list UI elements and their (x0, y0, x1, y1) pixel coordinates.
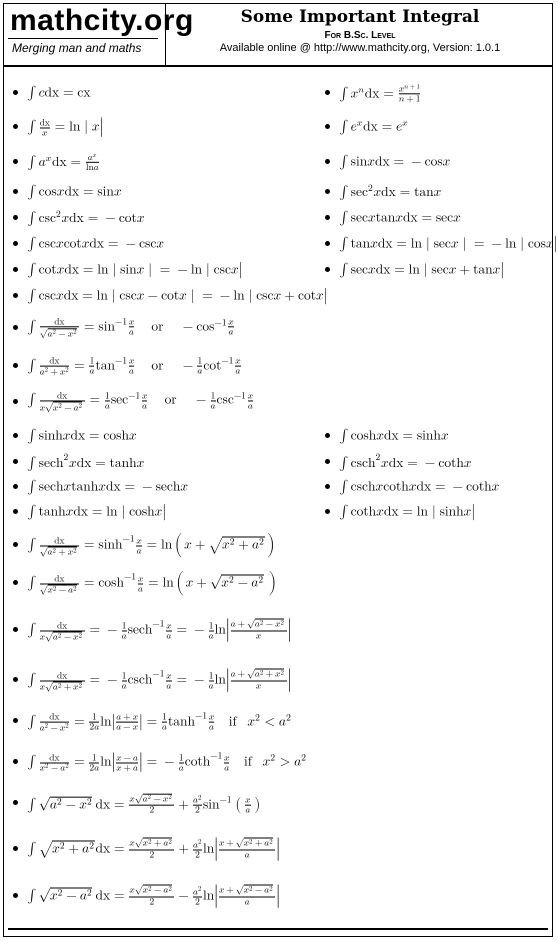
formula: ∫ x n dx = x n + 1 𝑛 + 1 (339, 83, 421, 104)
bullet (13, 159, 18, 164)
bullet (13, 846, 18, 851)
bullet (325, 241, 330, 246)
formula: ∫ dx 𝑥 a 2 − x 2 = − 1 𝑎 sech − 1 x 𝑎 = − 1 𝑎 ln | a + a 2 − x 2 𝑥 | (27, 618, 292, 642)
bullet (13, 542, 18, 547)
document-level: For B.Sc. Level (324, 30, 396, 41)
formula: ∫ sec x tan x dx = sec x (339, 210, 461, 225)
bullet (13, 215, 18, 220)
bullet (13, 363, 18, 368)
bullet (13, 580, 18, 585)
formula: ∫ dx 𝑥 2 − a 2 = 1 2 a ln | x − a 𝑥 + a | = − 1 𝑎 coth − 1 x 𝑎 if x 2 > a 2 (27, 750, 307, 773)
bullet (13, 399, 18, 404)
bullet (325, 159, 330, 164)
bullet (13, 484, 18, 489)
formula: ∫ dx 𝑎 2 + x 2 = 1 𝑎 tan − 1 x 𝑎 or − 1 𝑎 cot − 1 x 𝑎 (27, 355, 241, 377)
formula: ∫ c dx = cx (27, 85, 91, 100)
bullet (13, 189, 18, 194)
formula: ∫ dx 𝑎 2 + x 2 = sinh − 1 x 𝑎 = ln ( x + x 2 + a 2 ) (27, 533, 271, 557)
bullet (13, 293, 18, 298)
formula: ∫ dx 𝑥 x 2 − a 2 = 1 𝑎 sec − 1 x 𝑎 or − 1 𝑎 csc − 1 x 𝑎 (27, 390, 254, 413)
formula: ∫ sech 2 x dx = tanh x (27, 452, 145, 470)
bullet (13, 718, 18, 723)
formula: ∫ x 2 + a 2 dx = x x 2 + a 2 2 + a 2 2 ln | x + x 2 + a 2 𝑎 | (27, 837, 280, 860)
bullet (325, 189, 330, 194)
formula: ∫ sec 2 x dx = tan x (339, 183, 442, 199)
bullet (13, 90, 18, 95)
bullet (13, 241, 18, 246)
formula: ∫ x 2 − a 2 dx = x x 2 − a 2 2 − a 2 2 ln | x + x 2 − a 2 𝑎 | (27, 884, 280, 907)
document-title: Some Important Integral (240, 7, 480, 27)
bullet (325, 90, 330, 95)
bullet (13, 759, 18, 764)
bullet (13, 459, 18, 464)
formula: ∫ cos x dx = sin x (27, 184, 122, 199)
bullet (13, 325, 18, 330)
bullet (325, 124, 330, 129)
availability-line: Available online @ http://www.mathcity.org, Version: 1.0.1 (219, 42, 501, 54)
bullet (325, 215, 330, 220)
bullet (13, 124, 18, 129)
bullet (13, 677, 18, 682)
bullet (13, 800, 18, 805)
formula: ∫ tan x dx = ln | sec x | = − ln | cos x | (339, 236, 558, 251)
logo-underline (8, 38, 158, 39)
formula: ∫ sin x dx = − cos x (339, 154, 451, 169)
formula: ∫ csc x dx = ln | csc x − cot x | = − ln | csc x + cot x | (27, 288, 328, 303)
bullet (325, 267, 330, 272)
formula: ∫ tanh x dx = ln | cosh x | (27, 504, 167, 519)
formula: ∫ csc 2 x dx = − cot x (27, 209, 145, 225)
bullet (325, 509, 330, 514)
bullet (13, 627, 18, 632)
formula: ∫ csc x cot x dx = − csc x (27, 236, 165, 251)
formula: ∫ dx 𝑎 2 − x 2 = sin − 1 x 𝑎 or − cos − 1 x 𝑎 (27, 316, 234, 339)
formula: ∫ sech x tanh x dx = − sech x (27, 479, 189, 494)
formula: ∫ coth x dx = ln | sinh x | (339, 504, 476, 519)
bullet (325, 433, 330, 438)
bullet (13, 267, 18, 272)
formula: ∫ sinh x dx = cosh x (27, 428, 137, 443)
formula: ∫ dx 𝑥 a 2 + x 2 = − 1 𝑎 csch − 1 x 𝑎 = − 1 𝑎 ln | a + a 2 + x 2 𝑥 | (27, 668, 292, 692)
formula: ∫ a 2 − x 2 dx = x a 2 − x 2 2 + a 2 2 sin − 1 ( x 𝑎 ) (27, 793, 257, 815)
bullet (325, 484, 330, 489)
formula: ∫ e x dx = e x (339, 117, 408, 134)
formula: ∫ cosh x dx = sinh x (339, 428, 449, 443)
formula: ∫ sec x dx = ln | sec x + tan x | (339, 262, 505, 277)
bullet (13, 509, 18, 514)
formula: ∫ cot x dx = ln | sin x | = − ln | csc x | (27, 262, 243, 277)
bullet (13, 893, 18, 898)
bullet (325, 459, 330, 464)
formula: ∫ csch x coth x dx = − coth x (339, 479, 500, 494)
formula: ∫ a x dx = a x ln a (27, 152, 99, 173)
header-rule (3, 65, 552, 67)
bullet (13, 433, 18, 438)
logo-title: mathcity.org (10, 4, 194, 37)
formula: ∫ dx 𝑎 2 − x 2 = 1 2 a ln | a + x 𝑎 − x | = 1 𝑎 tanh − 1 x 𝑎 if x 2 < a 2 (27, 710, 291, 733)
formula: ∫ csch 2 x dx = − coth x (339, 452, 472, 470)
logo-subtitle: Merging man and maths (12, 41, 142, 55)
formula: ∫ dx 𝑥 2 − a 2 = cosh − 1 x 𝑎 = ln ( x + x 2 − a 2 ) (27, 571, 273, 595)
formula: ∫ dx 𝑥 = ln | x | (27, 117, 104, 138)
bottom-rule (8, 928, 548, 930)
